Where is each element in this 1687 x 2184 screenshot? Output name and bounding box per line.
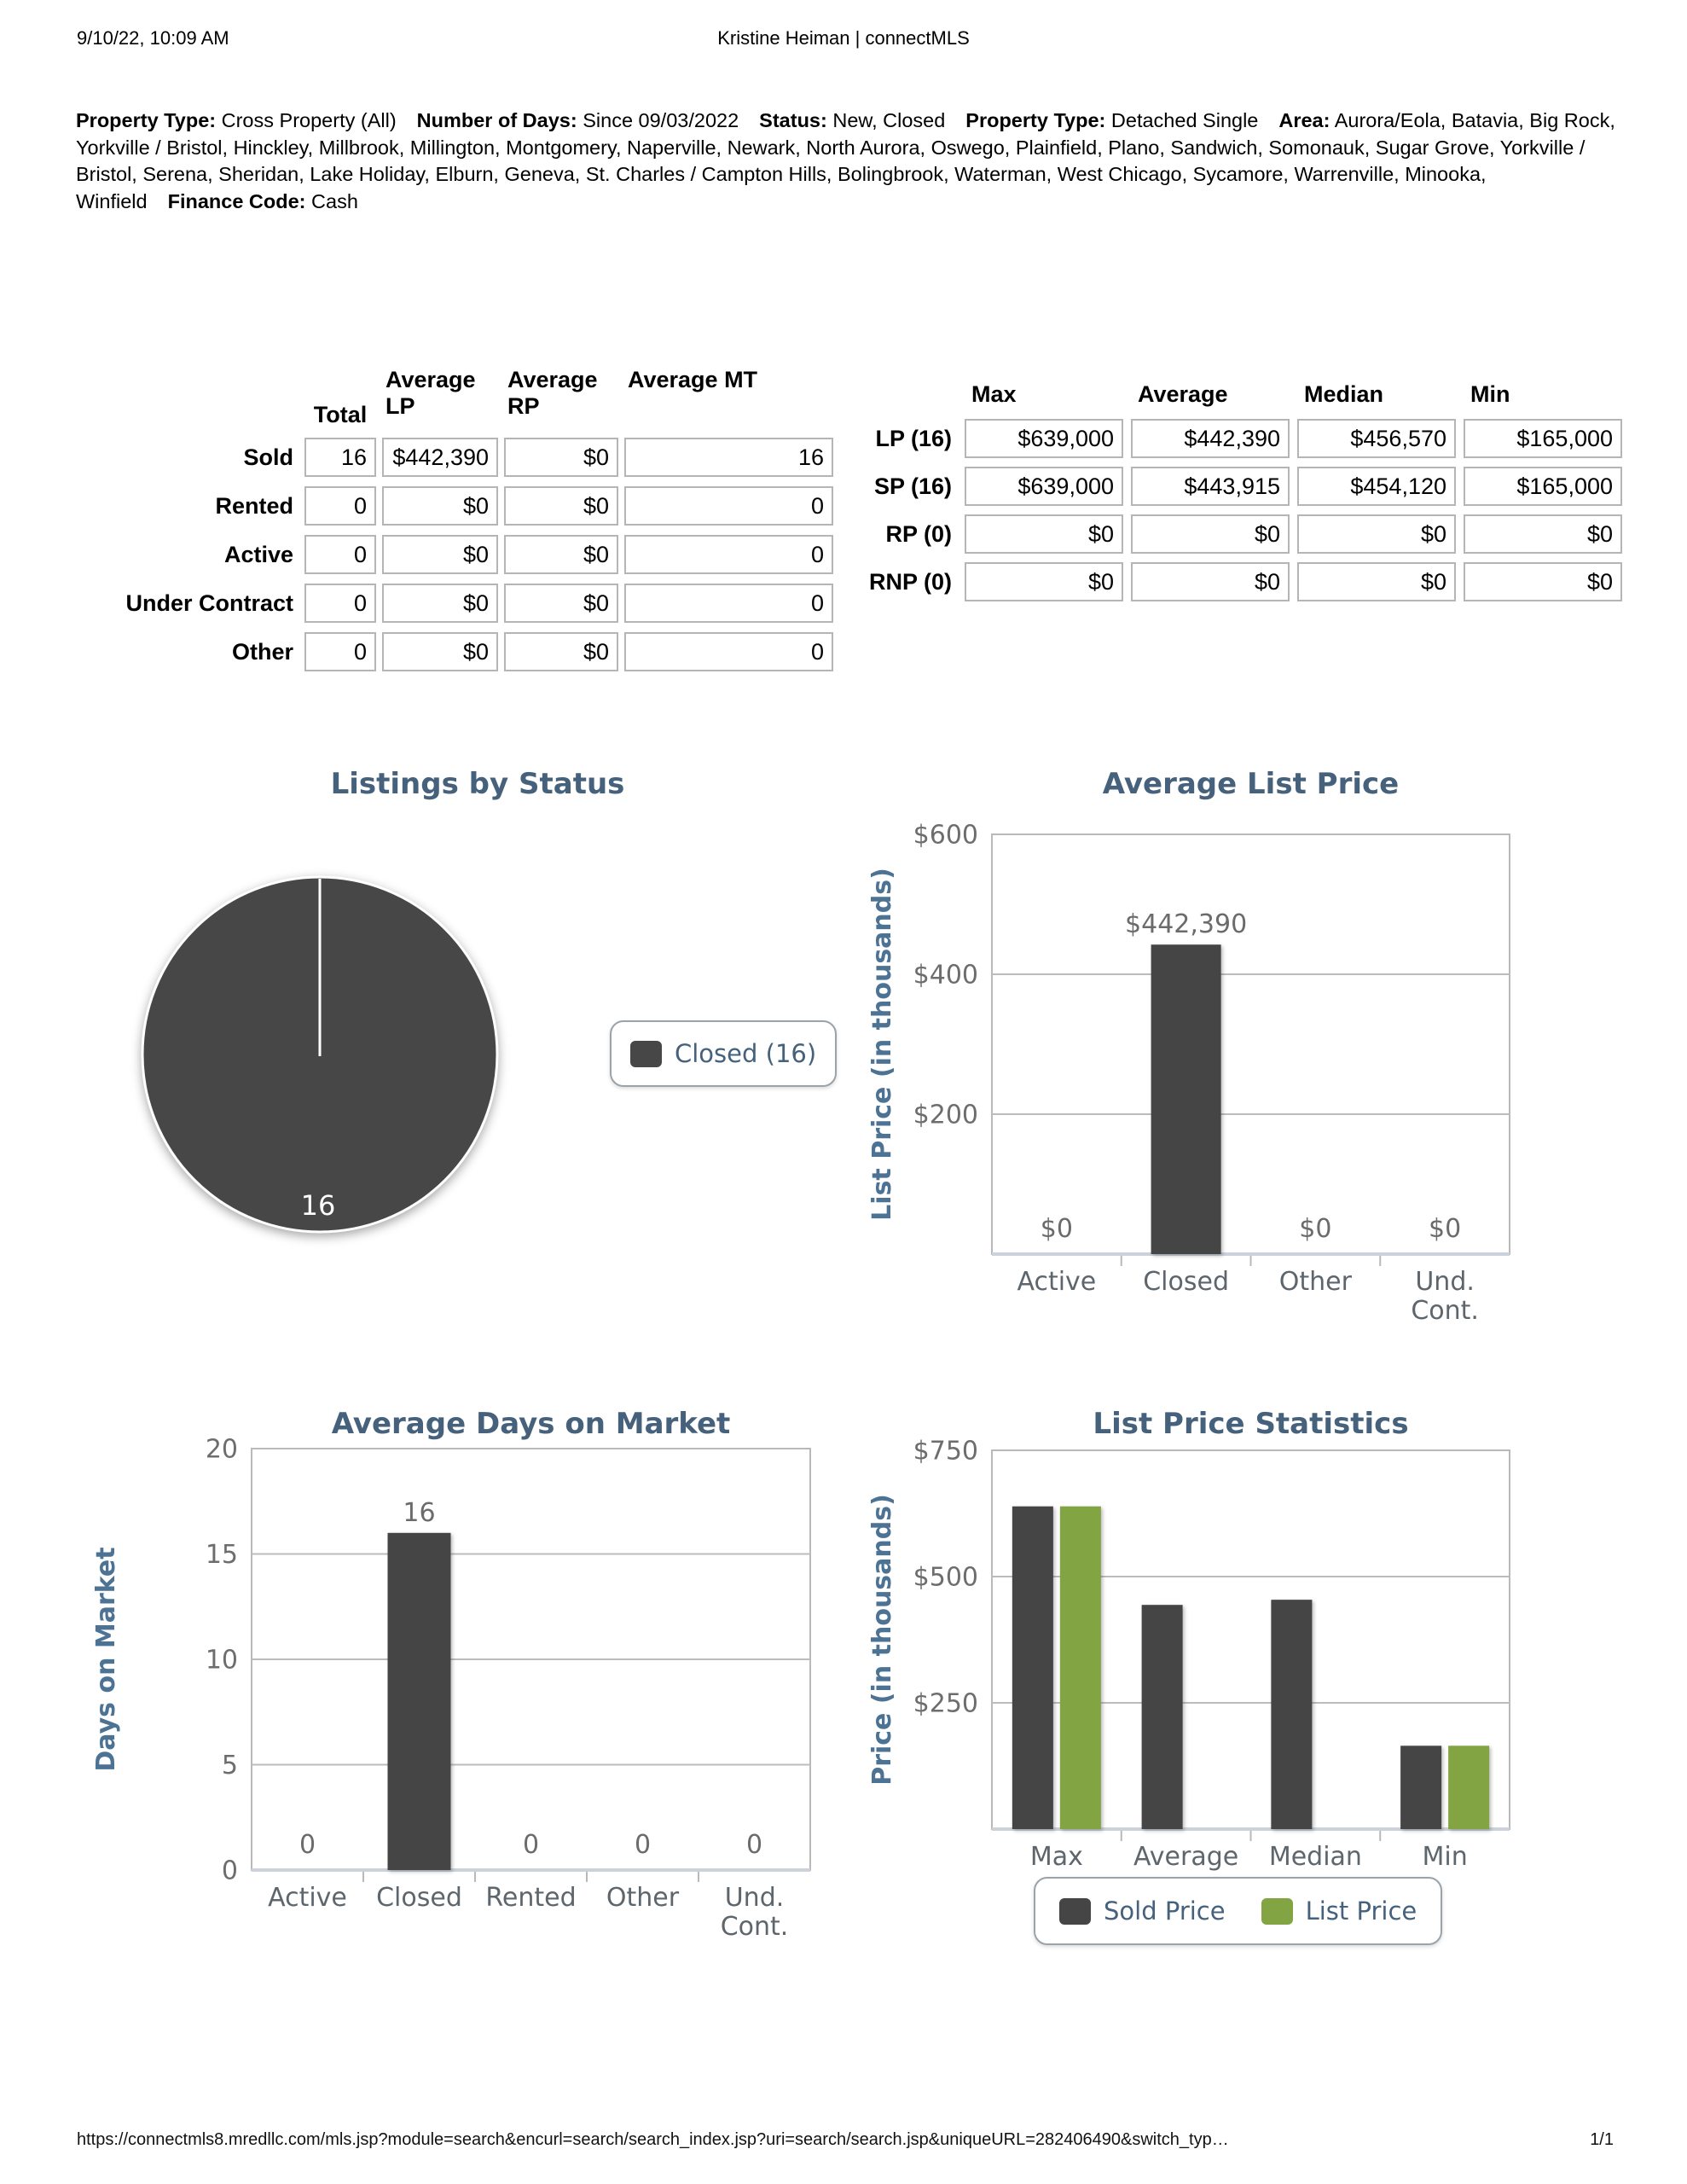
bar — [1151, 944, 1221, 1254]
table-value-cell: 0 — [624, 632, 833, 671]
table-header-cell: Max — [971, 381, 1017, 407]
table-value-cell: $0 — [1131, 562, 1290, 601]
chart-title: Average Days on Market — [331, 1407, 731, 1441]
table-value-cell: 16 — [624, 438, 833, 477]
plot-border — [992, 834, 1510, 1254]
avg-list-price-svg — [853, 749, 1610, 1363]
table-value-cell: $0 — [965, 562, 1123, 601]
x-axis-line — [252, 1868, 810, 1872]
table-value-cell: $0 — [382, 486, 498, 526]
report-header-title: Kristine Heiman | connectMLS — [717, 27, 970, 49]
table-value-cell: 16 — [304, 438, 376, 477]
bar-chart-average-list-price — [853, 749, 1610, 1363]
criteria-segment: Finance Code: Cash — [167, 189, 358, 212]
table-header-cell: Average RP — [507, 367, 598, 419]
table-value-cell: 0 — [624, 584, 833, 623]
y-tick-label: 0 — [221, 1856, 238, 1886]
x-category-label: Und. Cont. — [720, 1883, 789, 1942]
avg-days-on-market-svg — [77, 1389, 853, 2020]
y-axis-title: List Price (in thousands) — [867, 868, 897, 1221]
y-tick-label: $600 — [913, 820, 978, 851]
table-header-cell: Average MT — [628, 367, 758, 392]
y-tick-label: $250 — [913, 1688, 978, 1719]
table-header-cell: Min — [1470, 381, 1510, 407]
chart-title: Listings by Status — [330, 767, 625, 801]
criteria-label: Finance Code: — [167, 189, 306, 212]
criteria-segment: Number of Days: Since 09/03/2022 — [416, 109, 739, 131]
criteria-paragraph — [76, 107, 1621, 215]
status-summary-table — [89, 367, 833, 671]
table-value-cell: 0 — [304, 535, 376, 574]
footer-url: https://connectmls8.mredllc.com/mls.jsp?module=search&encurl=search/search_index.jsp?uri=search/search.jsp&uniqueURL=282406490&switch_typ… — [77, 2130, 1229, 2149]
x-category-label: Other — [1278, 1267, 1352, 1297]
criteria-label: Number of Days: — [416, 109, 577, 131]
y-tick-label: 10 — [205, 1645, 238, 1676]
bar-list-price — [1448, 1745, 1489, 1829]
table-value-cell: 0 — [304, 486, 376, 526]
y-tick-label: $200 — [913, 1100, 978, 1130]
criteria-label: Property Type: — [76, 109, 217, 131]
legend-label: List Price — [1305, 1896, 1417, 1926]
x-category-label: Average — [1133, 1842, 1239, 1872]
x-category-label: Closed — [376, 1883, 462, 1913]
table-row-label: Active — [223, 541, 293, 567]
footer-page-number: 1/1 — [1590, 2130, 1614, 2149]
bar-value-label: 0 — [745, 1830, 763, 1860]
legend-label: Sold Price — [1104, 1896, 1226, 1926]
table-value-cell: $0 — [1131, 514, 1290, 554]
x-category-label: Other — [606, 1883, 680, 1913]
table-value-cell: $443,915 — [1131, 467, 1290, 506]
bar-value-label: 16 — [403, 1497, 436, 1528]
table-header-cell: Total — [313, 402, 368, 427]
criteria-label: Status: — [759, 109, 827, 131]
table-value-cell: $0 — [382, 535, 498, 574]
table-row-label: LP (16) — [875, 425, 952, 451]
y-tick-label: 20 — [205, 1434, 238, 1465]
bar-sold-price — [1271, 1600, 1312, 1829]
table-value-cell: $442,390 — [382, 438, 498, 477]
table-header-cell: Average LP — [386, 367, 476, 419]
table-value-cell: $442,390 — [1131, 419, 1290, 458]
criteria-segment: Property Type: Detached Single — [965, 109, 1259, 131]
table-value-cell: $0 — [382, 584, 498, 623]
stats-legend — [1034, 1877, 1442, 1945]
x-category-label: Active — [268, 1883, 347, 1913]
table-value-cell: $0 — [1297, 514, 1456, 554]
table-value-cell: $0 — [504, 438, 618, 477]
y-tick-label: $750 — [913, 1436, 978, 1467]
table-value-cell: $639,000 — [965, 419, 1123, 458]
bar-sold-price — [1012, 1507, 1053, 1829]
table-header-cell: Average — [1138, 381, 1228, 407]
x-axis-line — [992, 1252, 1510, 1256]
x-category-label: Active — [1017, 1267, 1097, 1297]
bar-value-label: 0 — [522, 1830, 540, 1860]
x-category-label: Median — [1268, 1842, 1362, 1872]
table-value-cell: $0 — [1464, 514, 1622, 554]
bar-sold-price — [1142, 1605, 1183, 1829]
table-value-cell: $0 — [1297, 562, 1456, 601]
legend-entry — [1059, 1896, 1226, 1926]
table-value-cell: $0 — [504, 584, 618, 623]
y-axis-title: Days on Market — [91, 1547, 121, 1772]
x-category-label: Rented — [485, 1883, 577, 1913]
legend-swatch — [630, 1041, 662, 1067]
pie-slice-label: 16 — [300, 1189, 336, 1222]
bar-sold-price — [1400, 1745, 1441, 1829]
table-row-label: Under Contract — [125, 590, 293, 616]
x-category-label: Max — [1029, 1842, 1083, 1872]
legend-swatch — [1261, 1898, 1293, 1925]
pie-chart-listings-by-status — [77, 749, 853, 1312]
table-value-cell: $0 — [382, 632, 498, 671]
chart-title: Average List Price — [1102, 767, 1400, 801]
table-row-label: SP (16) — [873, 473, 952, 499]
bar-value-label: $0 — [1429, 1214, 1462, 1244]
list-price-statistics-svg — [853, 1389, 1610, 1901]
criteria-segment: Status: New, Closed — [759, 109, 946, 131]
y-tick-label: 5 — [221, 1751, 238, 1780]
table-value-cell: $454,120 — [1297, 467, 1456, 506]
bar — [388, 1533, 451, 1870]
bar-value-label: $0 — [1299, 1214, 1332, 1244]
legend-entry — [630, 1039, 816, 1068]
x-category-label: Min — [1422, 1842, 1468, 1872]
table-corner — [836, 381, 957, 410]
bar-value-label: $442,390 — [1125, 909, 1248, 940]
criteria-segment: Property Type: Cross Property (All) — [76, 109, 397, 131]
x-category-label: Closed — [1143, 1267, 1230, 1297]
table-row-label: RP (0) — [885, 520, 952, 547]
table-value-cell: $0 — [504, 535, 618, 574]
y-tick-label: 15 — [205, 1540, 238, 1570]
pie-legend — [610, 1020, 837, 1087]
x-category-label: Und. Cont. — [1411, 1267, 1479, 1326]
price-summary-table — [836, 381, 1622, 601]
report-datetime: 9/10/22, 10:09 AM — [77, 27, 229, 49]
table-value-cell: $0 — [965, 514, 1123, 554]
table-value-cell: $0 — [1464, 562, 1622, 601]
criteria-segment: Area: Aurora/Eola, Batavia, Big Rock, Yorkville / Bristol, Hinckley, Millbrook, Millington, Montgomery, Naperville, Newark, North Aurora, Oswego, Plainfield, Plano, Sandwich, Somonauk, Sugar Grove, Yorkville / Bristol, Serena, Sheridan, Lake Holiday, Elburn, Geneva, St. Charles / Campton Hills, Bolingbrook, Waterman, West Chicago, Sycamore, Warrenville, Minooka, Winfield — [76, 109, 1615, 212]
criteria-label: Property Type: — [965, 109, 1106, 131]
table-value-cell: 0 — [304, 632, 376, 671]
table-value-cell: $165,000 — [1464, 467, 1622, 506]
bar-chart-average-days-on-market — [77, 1389, 853, 2020]
page-footer — [77, 2130, 1614, 2150]
table-header-cell: Median — [1304, 381, 1384, 407]
bar-chart-list-price-statistics — [853, 1389, 1610, 2020]
table-value-cell: $456,570 — [1297, 419, 1456, 458]
table-value-cell: $0 — [504, 486, 618, 526]
legend-entry — [1261, 1896, 1417, 1926]
bar-value-label: 0 — [299, 1830, 316, 1860]
table-row-label: RNP (0) — [868, 568, 952, 595]
table-row-label: Rented — [215, 492, 293, 519]
y-tick-label: $400 — [913, 960, 978, 990]
table-value-cell: $0 — [504, 632, 618, 671]
table-value-cell: $639,000 — [965, 467, 1123, 506]
table-corner — [89, 367, 299, 428]
table-value-cell: $165,000 — [1464, 419, 1622, 458]
table-row-label: Other — [231, 638, 293, 665]
table-value-cell: 0 — [304, 584, 376, 623]
table-value-cell: 0 — [624, 535, 833, 574]
legend-swatch — [1059, 1898, 1091, 1925]
table-value-cell: 0 — [624, 486, 833, 526]
y-axis-title: Price (in thousands) — [867, 1494, 897, 1786]
y-tick-label: $500 — [913, 1562, 978, 1593]
criteria-label: Area: — [1278, 109, 1330, 131]
bar-list-price — [1060, 1507, 1101, 1829]
legend-label: Closed (16) — [675, 1039, 817, 1068]
table-row-label: Sold — [243, 444, 293, 470]
bar-value-label: 0 — [634, 1830, 652, 1860]
chart-title: List Price Statistics — [1093, 1407, 1409, 1441]
bar-value-label: $0 — [1040, 1214, 1073, 1244]
